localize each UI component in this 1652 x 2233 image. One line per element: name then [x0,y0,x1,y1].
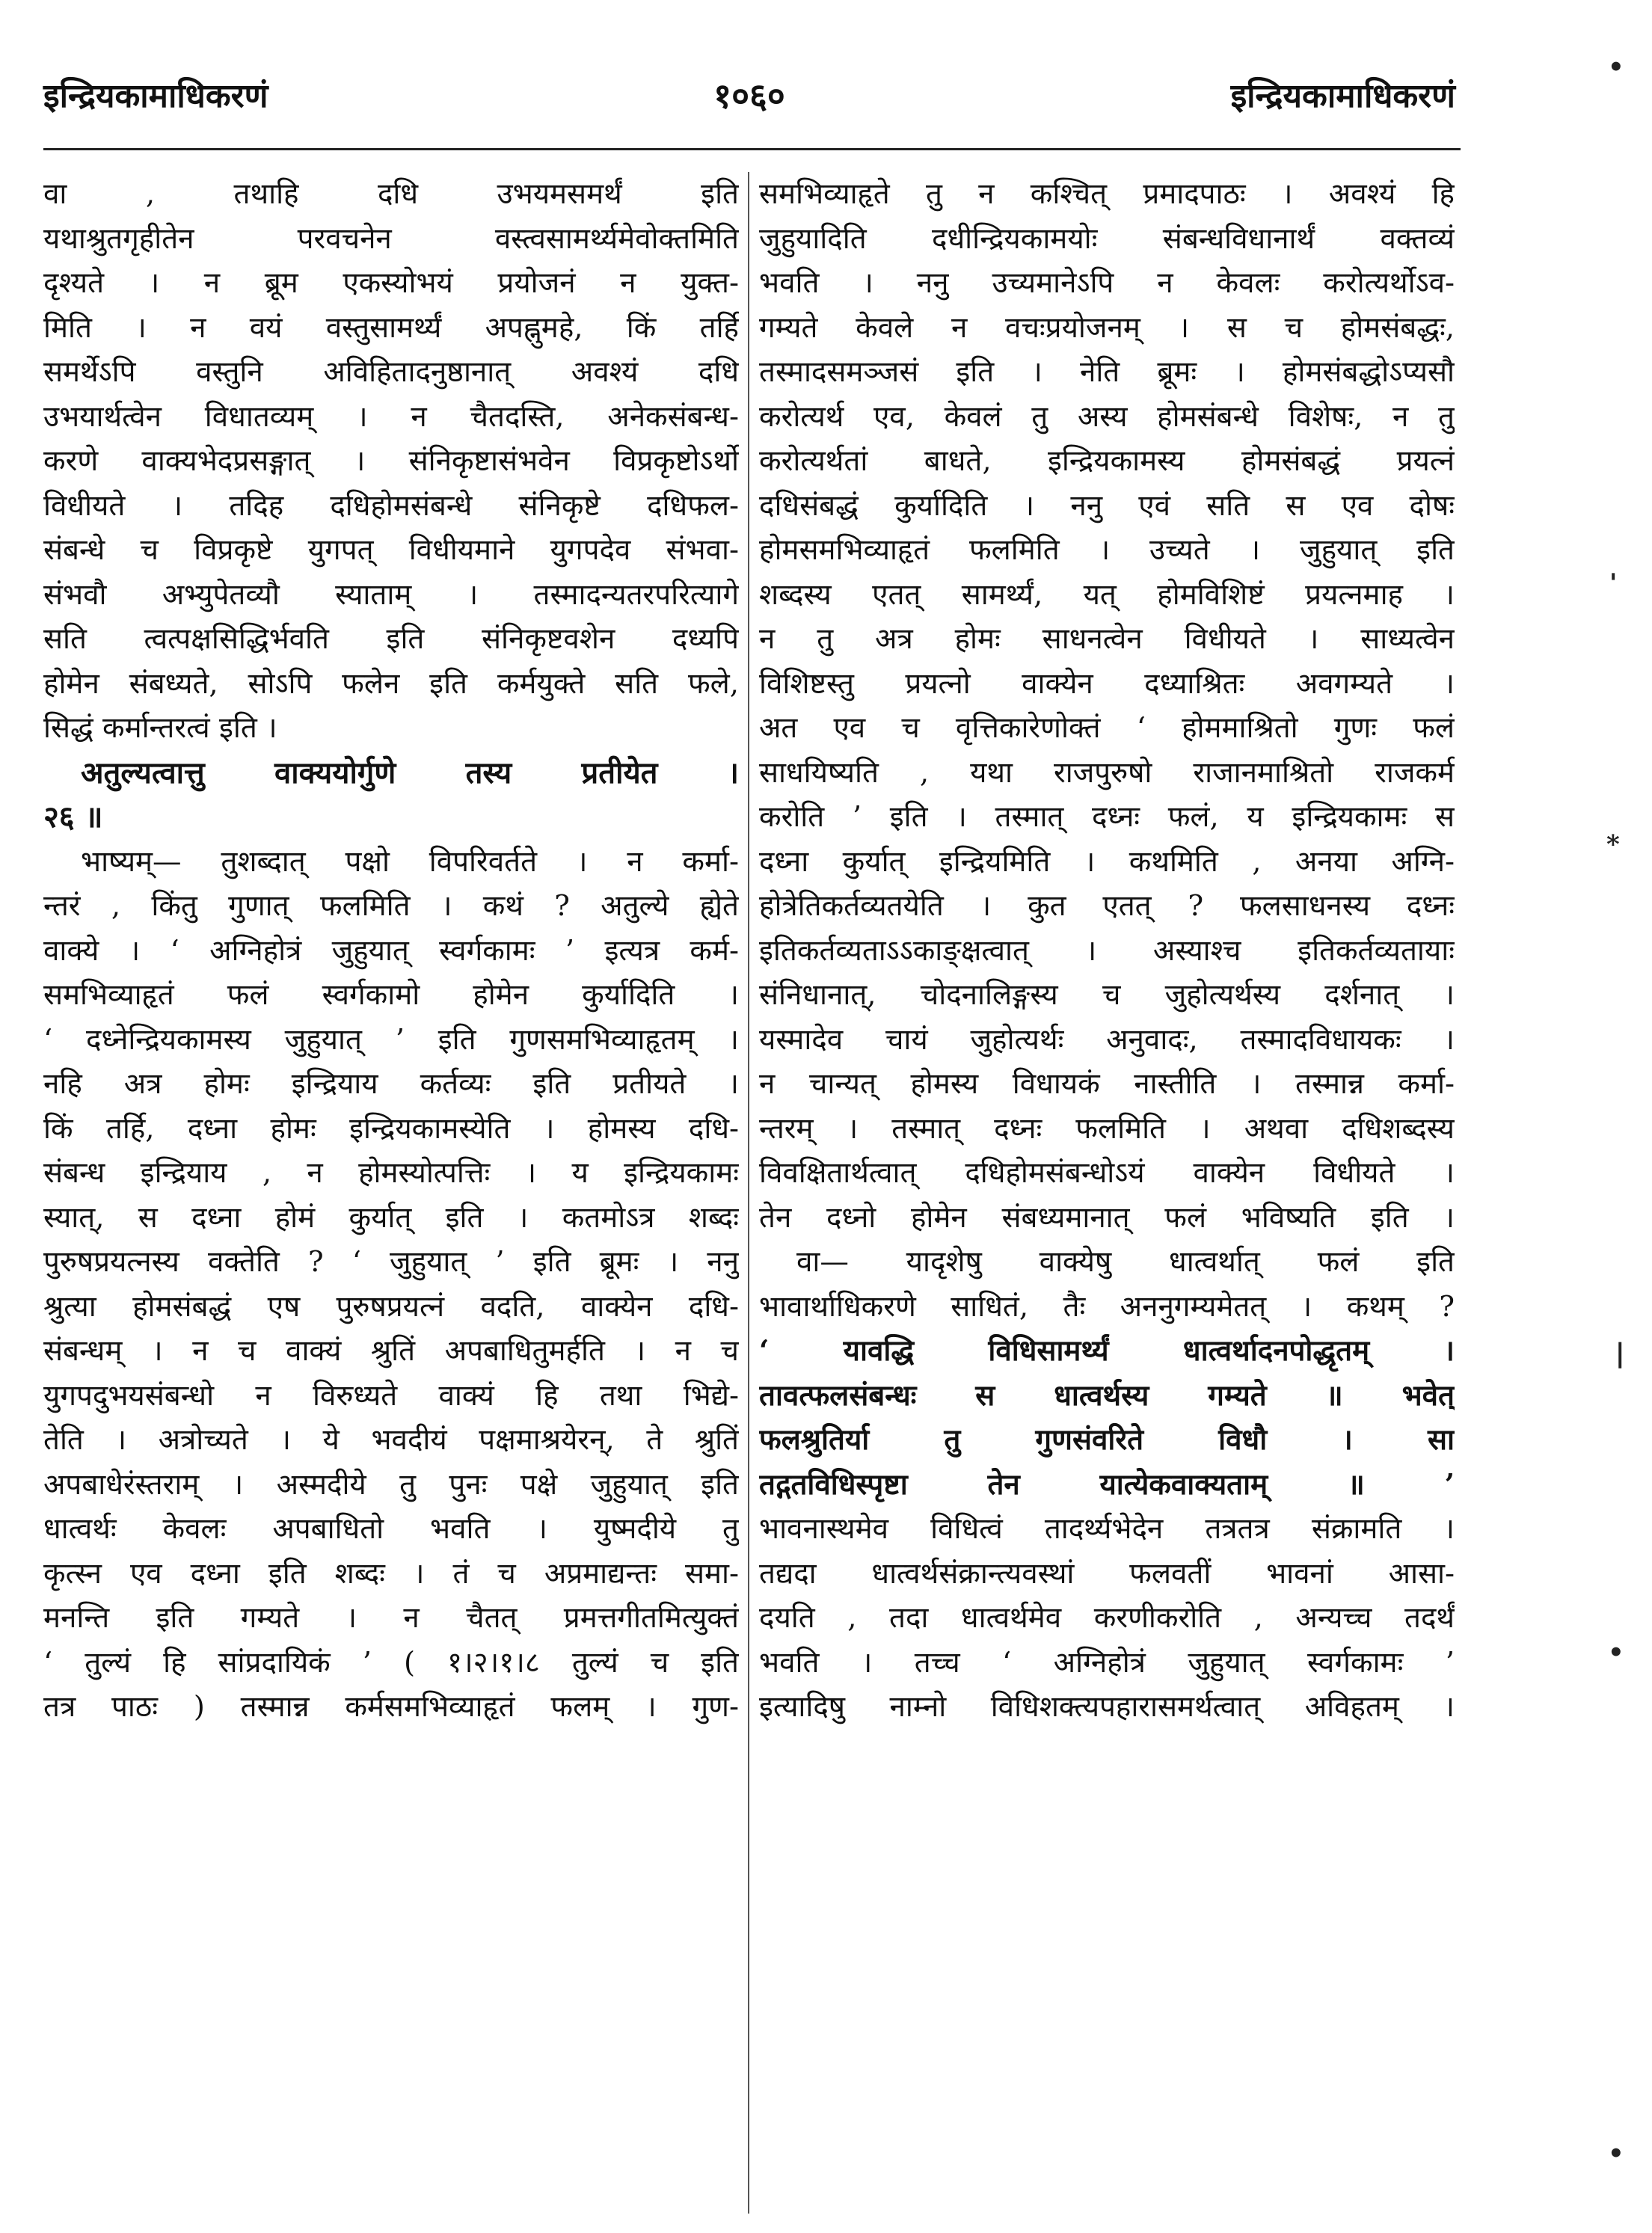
text-line: वा , तथाहि दधि उभयमसमर्थं इति [43,177,739,211]
margin-mark: ⁎ [1606,823,1620,853]
text-line: मनन्ति इति गम्यते । न चैतत् प्रमत्तगीतमित्युक्तं [43,1601,739,1635]
text-line: विशिष्टस्तु प्रयत्नो वाक्येन दध्याश्रितः अवगम्यते । [759,666,1455,701]
text-line: दधिसंबद्धं कुर्यादिति । ननु एवं सति स एव दोषः [759,488,1455,523]
text-line: नहि अत्र होमः इन्द्रियाय कर्तव्यः इति प्रतीयते । [43,1067,739,1101]
page-header [43,72,1455,139]
text-line: विधीयते । तदिह दधिहोमसंबन्धे संनिकृष्टे दधिफल- [43,488,739,523]
text-line: संभवौ अभ्युपेतव्यौ स्याताम् । तस्मादन्यतरपरित्यागे [43,577,739,612]
text-line: इत्यादिषु नाम्नो विधिशक्त्यपहारासमर्थत्वात् अविहतम् । [759,1690,1455,1724]
text-line: दृश्यते । न ब्रूम एकस्योभयं प्रयोजनं न युक्त- [43,266,739,300]
text-line: यथाश्रुतगृहीतेन परवचनेन वस्त्वसामर्थ्यमेवोक्तमिति [43,221,739,256]
text-line: करोति ’ इति । तस्मात् दध्नः फलं, य इन्द्रियकामः स [759,800,1455,834]
text-line: वाक्ये । ‘ अग्निहोत्रं जुहुयात् स्वर्गकामः ’ इत्यत्र कर्म- [43,933,739,968]
text-line: करणे वाक्यभेदप्रसङ्गात् । संनिकृष्टासंभवेन विप्रकृष्टोऽर्थो [43,444,739,478]
text-line: तावत्फलसंबन्धः स धात्वर्थस्य गम्यते ॥ भवेत् [759,1378,1455,1413]
text-line: करोत्यर्थ एव, केवलं तु अस्य होमसंबन्धे विशेषः, न तु [759,399,1455,434]
text-line: अत एव च वृत्तिकारेणोक्तं ‘ होममाश्रितो गुणः फलं [759,711,1455,745]
text-line: तद्गतविधिस्पृष्टा तेन यात्येकवाक्यताम् ॥ ’ [759,1467,1455,1502]
text-line: गम्यते केवले न वचःप्रयोजनम् । स च होमसंबद्धः, [759,310,1455,345]
margin-tick: ❘ [1609,1339,1631,1369]
text-line: संबन्धे च विप्रकृष्टे युगपत् विधीयमाने युगपदेव संभवा- [43,533,739,567]
text-line: होत्रेतिकर्तव्यतयेति । कुत एतत् ? फलसाधनस्य दध्नः [759,889,1455,923]
text-line: सिद्धं कर्मान्तरत्वं इति । [43,711,277,745]
text-line: अपबाधेरंस्तराम् । अस्मदीये तु पुनः पक्षे जुहुयात् इति [43,1467,739,1502]
text-line: साधयिष्यति , यथा राजपुरुषो राजानमाश्रितो राजकर्म [759,755,1455,790]
text-line: उभयार्थत्वेन विधातव्यम् । न चैतदस्ति, अनेकसंबन्ध- [43,399,739,434]
header-rule [43,148,1461,150]
text-line: भावार्थाधिकरणे साधितं, तैः अननुगम्यमेतत् । कथम् ? [759,1289,1455,1324]
margin-dot: • [1608,1638,1624,1668]
text-line: दध्ना कुर्यात् इन्द्रियमिति । कथमिति , अनया अग्नि- [759,844,1455,879]
text-line: ‘ दध्नेन्द्रियकामस्य जुहुयात् ’ इति गुणसमभिव्याहृतम् । [43,1022,739,1057]
text-line: सति त्वत्पक्षसिद्धिर्भवति इति संनिकृष्टवशेन दध्यपि [43,622,739,656]
page-number: १०६० [713,76,785,116]
text-line: होमेन संबध्यते, सोऽपि फलेन इति कर्मयुक्ते सति फले, [43,666,739,701]
text-line: तस्मादसमञ्जसं इति । नेति ब्रूमः । होमसंबद्धोऽप्यसौ [759,355,1455,389]
text-line: शब्दस्य एतत् सामर्थ्यं, यत् होमविशिष्टं प्रयत्नमाह । [759,577,1455,612]
right-column [759,172,1455,1730]
margin-dot: • [1608,52,1624,82]
text-line: ‘ यावद्धि विधिसामर्थ्यं धात्वर्थादनपोद्धृतम् । [759,1334,1455,1368]
text-line: न तु अत्र होमः साधनत्वेन विधीयते । साध्यत्वेन [759,622,1455,656]
text-line: होमसमभिव्याहृतं फलमिति । उच्यते । जुहुयात् इति [759,533,1455,567]
text-line: तद्यदा धात्वर्थसंक्रान्त्यवस्थां फलवतीं भावनां आसा- [759,1556,1455,1591]
text-line: संनिधानात्, चोदनालिङ्गस्य च जुहोत्यर्थस्य दर्शनात् । [759,978,1455,1012]
text-line: तेति । अत्रोच्यते । ये भवदीयं पक्षमाश्रयेरन्, ते श्रुतिं [43,1423,739,1457]
text-line: भवति । तच्च ‘ अग्निहोत्रं जुहुयात् स्वर्गकामः ’ [759,1645,1455,1680]
text-line: इतिकर्तव्यताऽऽकाङ्क्षत्वात् । अस्याश्च इतिकर्तव्यतायाः [759,933,1455,968]
text-line: न्तरं , किंतु गुणात् फलमिति । कथं ? अतुल्ये ह्येते [43,889,739,923]
text-line: स्यात्, स दध्ना होमं कुर्यात् इति । कतमोऽत्र शब्दः [43,1200,739,1235]
running-title-left: इन्द्रियकामाधिकरणं [43,77,268,115]
text-line: मिति । न वयं वस्तुसामर्थ्यं अपह्नुमहे, किं तर्हि [43,310,739,345]
text-line: भाष्यम्— तुशब्दात् पक्षो विपरिवर्तते । न कर्मा- [81,844,739,879]
text-line: समभिव्याहृतं फलं स्वर्गकामो होमेन कुर्यादिति । [43,978,739,1012]
text-line: समभिव्याहृते तु न कश्चित् प्रमादपाठः । अवश्यं हि [759,177,1455,211]
text-line: वा— यादृशेषु वाक्येषु धात्वर्थात् फलं इति [796,1245,1455,1279]
left-column [43,172,739,1730]
text-line: संबन्ध इन्द्रियाय , न होमस्योत्पत्तिः । य इन्द्रियकामः [43,1156,739,1190]
column-divider [748,172,749,2214]
text-line: न चान्यत् होमस्य विधायकं नास्तीति । तस्मान्न कर्मा- [759,1067,1455,1101]
text-line: पुरुषप्रयत्नस्य वक्तेति ? ‘ जुहुयात् ’ इति ब्रूमः । ननु [43,1245,739,1279]
text-line: समर्थेऽपि वस्तुनि अविहितादनुष्ठानात् अवश्यं दधि [43,355,739,389]
text-line: तेन दध्नो होमेन संबध्यमानात् फलं भविष्यति इति । [759,1200,1455,1235]
text-line: किं तर्हि, दध्ना होमः इन्द्रियकामस्येति । होमस्य दधि- [43,1111,739,1146]
text-line: संबन्धम् । न च वाक्यं श्रुतिं अपबाधितुमर्हति । न च [43,1334,739,1368]
text-line: अतुल्यत्वात्तु वाक्ययोर्गुणे तस्य प्रतीयेत । [81,755,739,790]
text-line: धात्वर्थः केवलः अपबाधितो भवति । युष्मदीये तु [43,1512,739,1546]
running-title-right: इन्द्रियकामाधिकरणं [1230,77,1455,115]
text-line: जुहुयादिति दधीन्द्रियकामयोः संबन्धविधानार्थं वक्तव्यं [759,221,1455,256]
text-line: ‘ तुल्यं हि सांप्रदायिकं ’ ( १।२।१।८ तुल्यं च इति [43,1645,739,1680]
text-line: दयति , तदा धात्वर्थमेव करणीकरोति , अन्यच्च तदर्थं [759,1601,1455,1635]
text-line: २६ ॥ [43,799,103,835]
text-line: कृत्स्न एव दध्ना इति शब्दः । तं च अप्रमाद्यन्तः समा- [43,1556,739,1591]
text-line: करोत्यर्थतां बाधते, इन्द्रियकामस्य होमसंबद्धं प्रयत्नं [759,444,1455,478]
text-line: विवक्षितार्थत्वात् दधिहोमसंबन्धोऽयं वाक्येन विधीयते । [759,1156,1455,1190]
text-line: फलश्रुतिर्या तु गुणसंवरिते विधौ । सा [759,1423,1455,1457]
text-line: श्रुत्या होमसंबद्धं एष पुरुषप्रयत्नं वदति, वाक्येन दधि- [43,1289,739,1324]
text-line: भावनास्थमेव विधित्वं तादर्थ्यभेदेन तत्रतत्र संक्रामति । [759,1512,1455,1546]
margin-dot: • [1608,2139,1624,2169]
text-line: यस्मादेव चायं जुहोत्यर्थः अनुवादः, तस्मादविधायकः । [759,1022,1455,1057]
text-line: न्तरम् । तस्मात् दध्नः फलमिति । अथवा दधिशब्दस्य [759,1111,1455,1146]
margin-tick: ' [1609,568,1618,598]
text-line: युगपदुभयसंबन्धो न विरुध्यते वाक्यं हि तथा भिद्ये- [43,1378,739,1413]
text-line: तत्र पाठः ) तस्मान्न कर्मसमभिव्याहृतं फलम् । गुण- [43,1690,739,1724]
text-line: भवति । ननु उच्यमानेऽपि न केवलः करोत्यर्थोऽव- [759,266,1455,300]
